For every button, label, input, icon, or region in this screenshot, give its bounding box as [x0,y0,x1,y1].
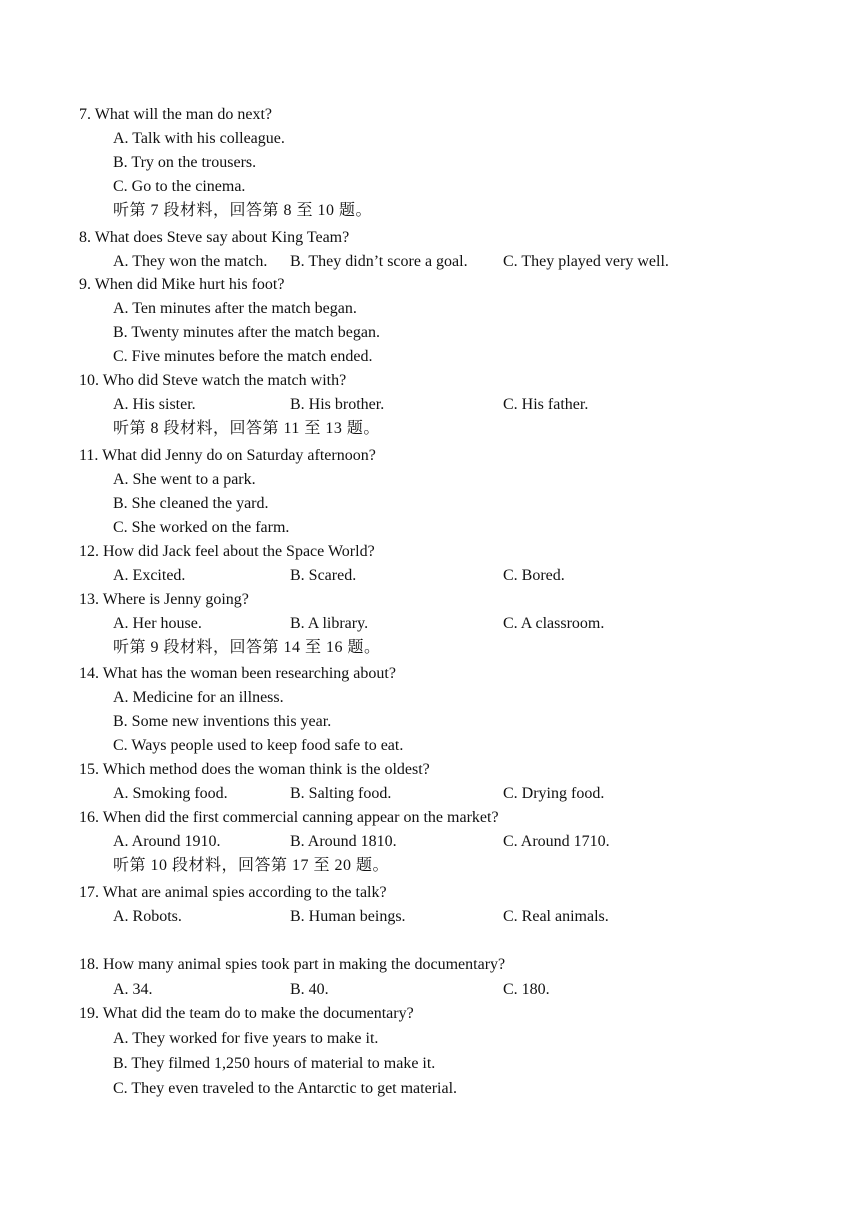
section-8-instruction: 听第 8 段材料，回答第 11 至 13 题。 [113,420,380,437]
question-8-stem: 8. What does Steve say about King Team? [79,229,350,246]
question-17-option-b: B. Human beings. [290,908,406,925]
question-16-stem: 16. When did the first commercial canning appear on the market? [79,809,499,826]
question-16-option-b: B. Around 1810. [290,833,397,850]
question-9-stem: 9. When did Mike hurt his foot? [79,276,285,293]
question-15-option-a: A. Smoking food. [113,785,228,802]
question-13-option-c: C. A classroom. [503,615,605,632]
question-8-option-b: B. They didn’t score a goal. [290,253,468,270]
question-12-option-b: B. Scared. [290,567,357,584]
question-14-option-b: B. Some new inventions this year. [113,713,332,730]
section-9-instruction: 听第 9 段材料，回答第 14 至 16 题。 [113,639,381,656]
section-10-instruction: 听第 10 段材料，回答第 17 至 20 题。 [113,857,390,874]
question-11-option-b: B. She cleaned the yard. [113,495,269,512]
question-12-option-a: A. Excited. [113,567,186,584]
question-9-option-b: B. Twenty minutes after the match began. [113,324,380,341]
question-17-option-c: C. Real animals. [503,908,609,925]
question-9-option-c: C. Five minutes before the match ended. [113,348,373,365]
question-15-stem: 15. Which method does the woman think is the oldest? [79,761,430,778]
question-18-stem: 18. How many animal spies took part in making the documentary? [79,956,506,973]
section-7-instruction: 听第 7 段材料，回答第 8 至 10 题。 [113,202,373,219]
question-9-option-a: A. Ten minutes after the match began. [113,300,357,317]
question-15-option-b: B. Salting food. [290,785,392,802]
question-11-option-c: C. She worked on the farm. [113,519,290,536]
question-17-option-a: A. Robots. [113,908,182,925]
question-7-stem: 7. What will the man do next? [79,106,272,123]
question-10-option-a: A. His sister. [113,396,196,413]
question-14-option-a: A. Medicine for an illness. [113,689,284,706]
question-11-stem: 11. What did Jenny do on Saturday afternoon? [79,447,376,464]
question-10-option-b: B. His brother. [290,396,385,413]
question-19-option-b: B. They filmed 1,250 hours of material to make it. [113,1055,436,1072]
question-19-option-a: A. They worked for five years to make it. [113,1030,379,1047]
question-12-stem: 12. How did Jack feel about the Space World? [79,543,375,560]
question-13-stem: 13. Where is Jenny going? [79,591,249,608]
question-13-option-a: A. Her house. [113,615,202,632]
question-18-option-c: C. 180. [503,981,550,998]
question-8-option-c: C. They played very well. [503,253,669,270]
question-17-stem: 17. What are animal spies according to the talk? [79,884,387,901]
question-18-option-a: A. 34. [113,981,153,998]
question-16-option-c: C. Around 1710. [503,833,610,850]
question-18-option-b: B. 40. [290,981,329,998]
question-7-option-b: B. Try on the trousers. [113,154,257,171]
question-19-option-c: C. They even traveled to the Antarctic to get material. [113,1080,458,1097]
question-7-option-a: A. Talk with his colleague. [113,130,285,147]
question-7-option-c: C. Go to the cinema. [113,178,246,195]
question-14-stem: 14. What has the woman been researching about? [79,665,396,682]
question-10-option-c: C. His father. [503,396,589,413]
question-16-option-a: A. Around 1910. [113,833,221,850]
question-11-option-a: A. She went to a park. [113,471,256,488]
question-15-option-c: C. Drying food. [503,785,605,802]
question-13-option-b: B. A library. [290,615,369,632]
question-12-option-c: C. Bored. [503,567,565,584]
question-19-stem: 19. What did the team do to make the documentary? [79,1005,414,1022]
question-10-stem: 10. Who did Steve watch the match with? [79,372,347,389]
question-14-option-c: C. Ways people used to keep food safe to eat. [113,737,404,754]
question-8-option-a: A. They won the match. [113,253,268,270]
